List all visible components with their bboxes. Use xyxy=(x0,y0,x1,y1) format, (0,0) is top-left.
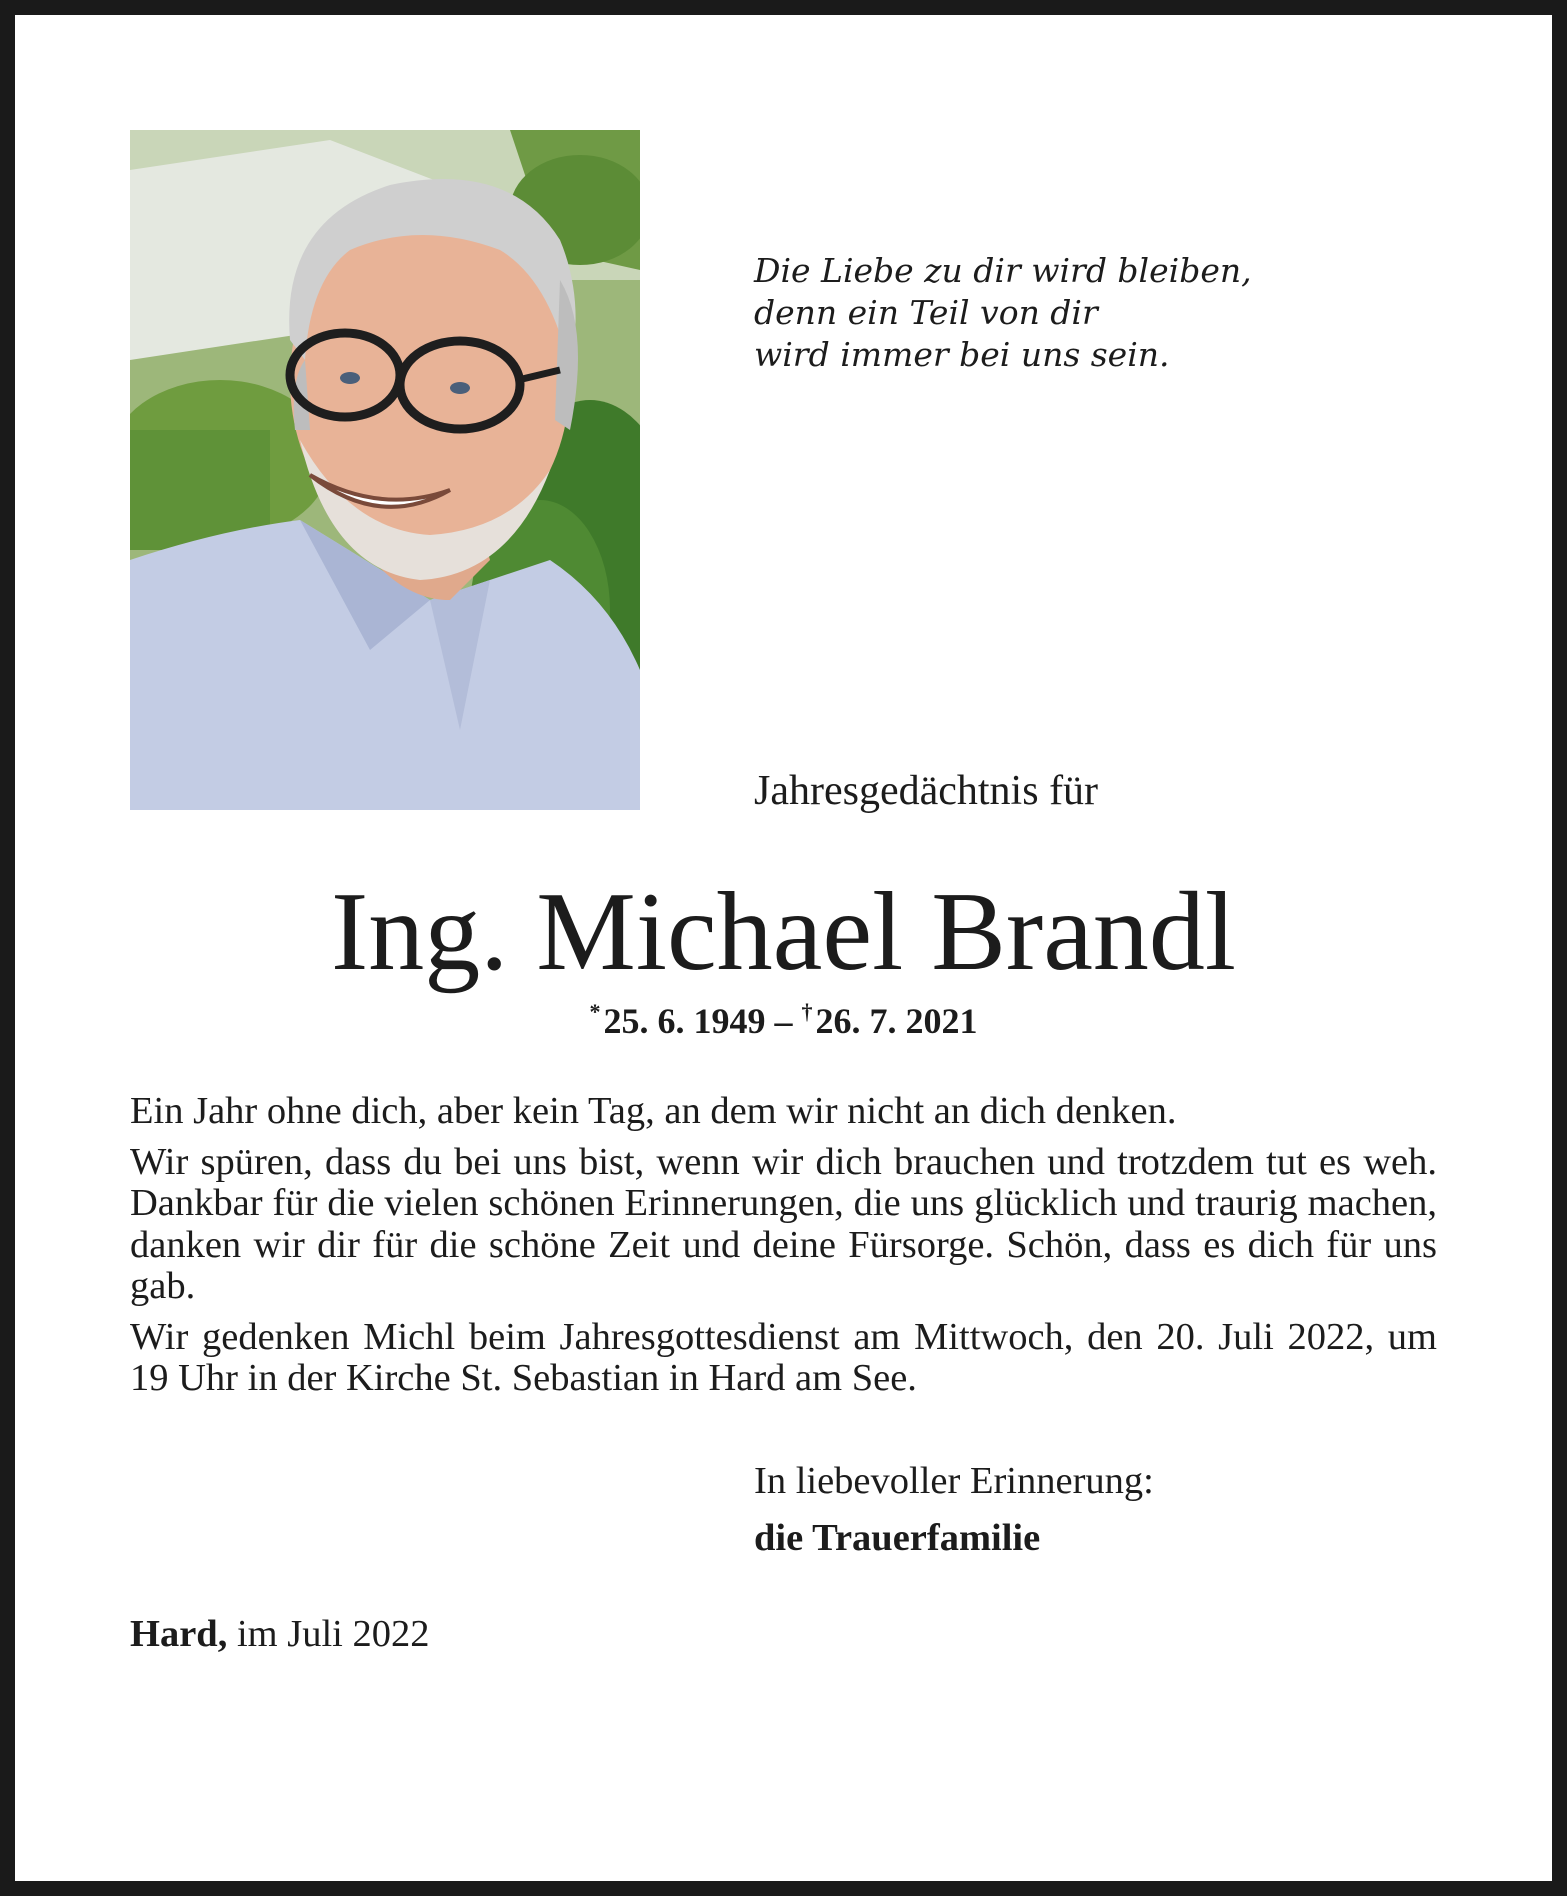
quote-line-3: wird immer bei uns sein. xyxy=(754,335,1170,374)
life-dates xyxy=(0,998,1567,1044)
date-separator: – xyxy=(765,1001,802,1041)
quote-line-2: denn ein Teil von dir xyxy=(754,293,1098,332)
family-signature: die Trauerfamilie xyxy=(754,1517,1041,1559)
place-date: im Juli 2022 xyxy=(227,1613,430,1655)
paragraph-1: Ein Jahr ohne dich, aber kein Tag, an dem wir nicht an dich denken. xyxy=(130,1090,1177,1132)
birth-symbol: * xyxy=(589,999,601,1024)
portrait-illustration xyxy=(130,130,640,810)
memorial-quote xyxy=(754,250,1314,376)
memorial-text xyxy=(130,1091,1437,1409)
death-symbol: † xyxy=(801,999,813,1024)
deceased-name: Ing. Michael Brandl xyxy=(330,870,1237,994)
signoff-text: In liebevoller Erinnerung: xyxy=(754,1460,1154,1502)
quote-line-1: Die Liebe zu dir wird bleiben, xyxy=(754,251,1252,290)
portrait-photo xyxy=(130,130,640,810)
birth-date: 25. 6. 1949 xyxy=(603,1001,766,1041)
death-date: 26. 7. 2021 xyxy=(815,1001,978,1041)
paragraph-2: Wir spüren, dass du bei uns bist, wenn wir dich brauchen und trotzdem tut es weh. Dankbar für die vielen schönen Erinnerungen, die uns glücklich und traurig machen, danken wir dir für die schöne Zeit und deine Fürsorge. Schön, dass es dich für uns gab. xyxy=(130,1140,1437,1307)
place-and-date xyxy=(130,1613,429,1655)
place-town: Hard, xyxy=(130,1613,228,1655)
paragraph-3: Wir gedenken Michl beim Jahresgottesdienst am Mittwoch, den 20. Juli 2022, um 19 Uhr in der Kirche St. Sebastian in Hard am See. xyxy=(130,1315,1437,1399)
memorial-intro: Jahresgedächtnis für xyxy=(754,768,1099,814)
